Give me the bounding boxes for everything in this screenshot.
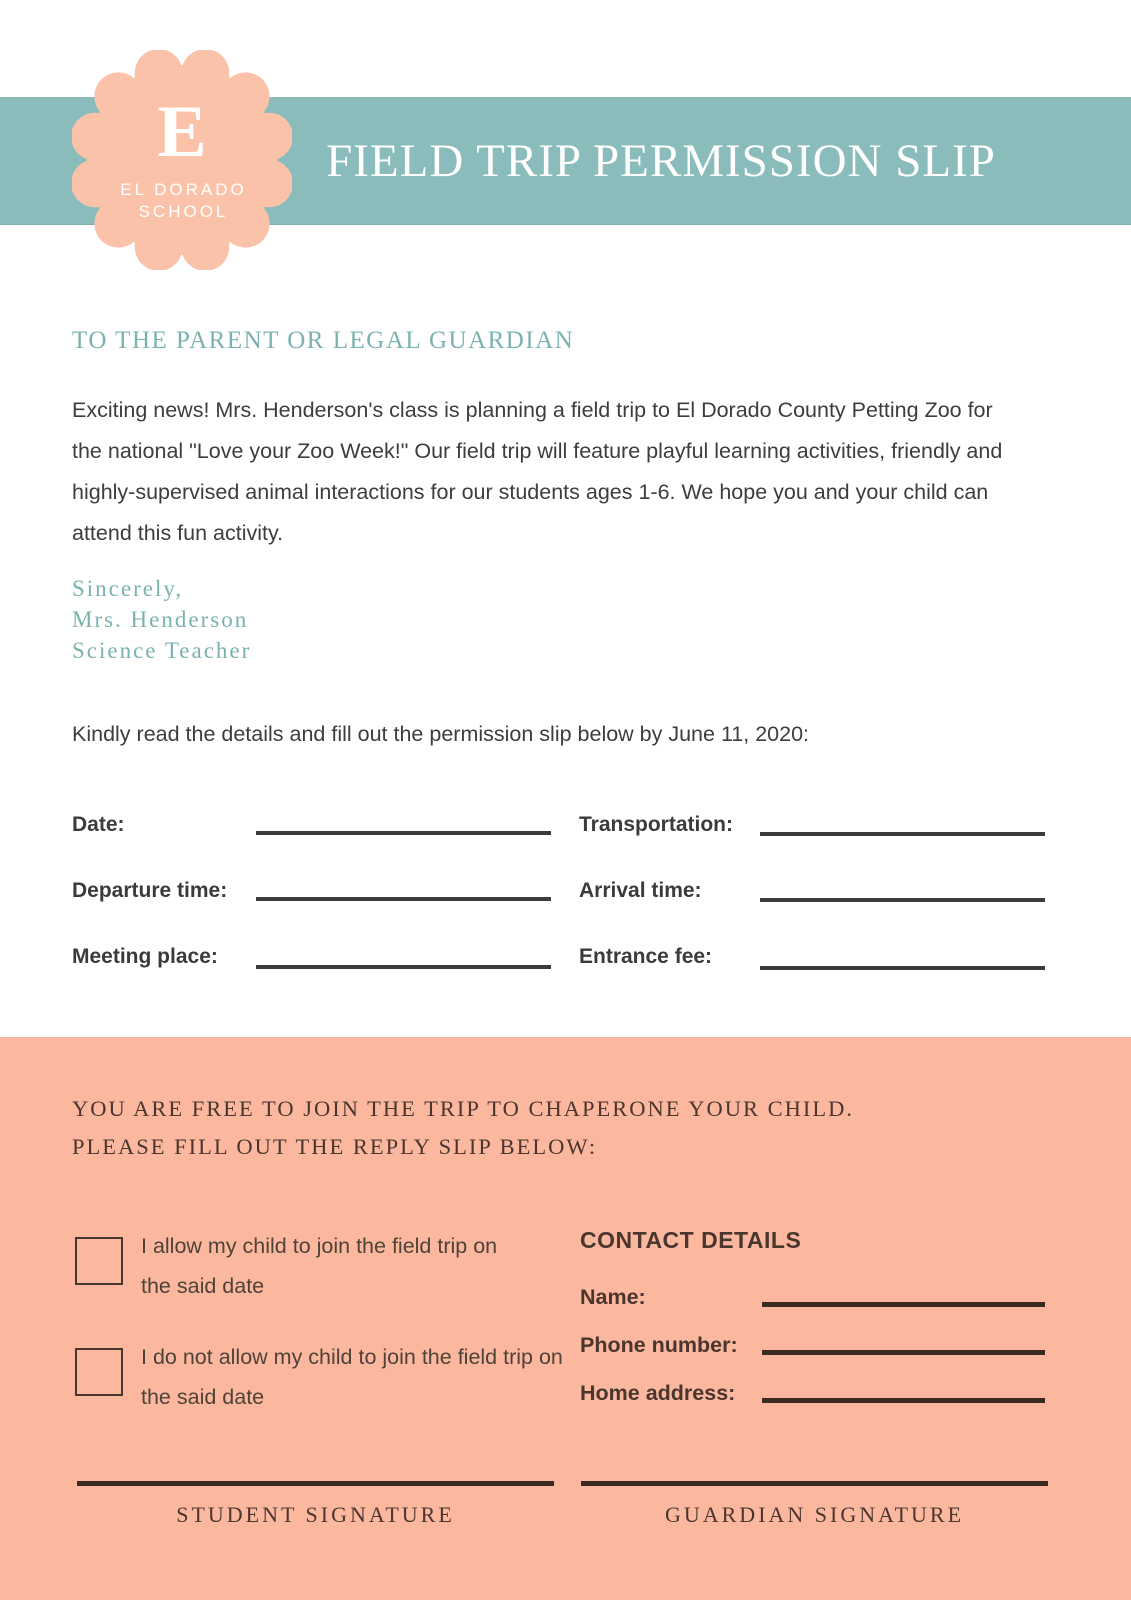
transportation-blank-line[interactable] xyxy=(760,832,1045,836)
reply-heading-line1: YOU ARE FREE TO JOIN THE TRIP TO CHAPERONE YOUR CHILD. xyxy=(72,1096,855,1121)
home-address-blank-line[interactable] xyxy=(762,1398,1045,1403)
letter-closing-block xyxy=(72,573,251,666)
signer-name: Mrs. Henderson xyxy=(72,607,249,632)
not-allow-checkbox-label: I do not allow my child to join the field trip on the said date xyxy=(141,1345,563,1409)
contact-details-heading: CONTACT DETAILS xyxy=(580,1227,802,1253)
phone-number-label: Phone number: xyxy=(580,1333,738,1357)
school-name-line2: SCHOOL xyxy=(138,202,229,221)
name-label: Name: xyxy=(580,1285,646,1309)
reply-heading-line2: PLEASE FILL OUT THE REPLY SLIP BELOW: xyxy=(72,1134,598,1159)
name-blank-line[interactable] xyxy=(762,1302,1045,1307)
allow-checkbox-label: I allow my child to join the field trip on the said date xyxy=(141,1234,498,1298)
not-allow-checkbox[interactable] xyxy=(75,1348,123,1396)
salutation-heading: TO THE PARENT OR LEGAL GUARDIAN xyxy=(72,327,575,354)
letter-body: Exciting news! Mrs. Henderson's class is planning a field trip to El Dorado County Petting Zoo for the national "Love your Zoo Week!" Our field trip will feature playful learning activities, friendly and highly-supervised animal interactions for our students ages 1-6. We hope you and your child can attend this fun activity. xyxy=(72,398,1003,545)
guardian-signature-line[interactable] xyxy=(581,1481,1048,1486)
arrival-time-blank-line[interactable] xyxy=(760,898,1045,902)
home-address-label: Home address: xyxy=(580,1381,736,1405)
phone-number-blank-line[interactable] xyxy=(762,1350,1045,1355)
arrival-time-label: Arrival time: xyxy=(579,879,702,902)
page-title: FIELD TRIP PERMISSION SLIP xyxy=(326,134,996,187)
departure-time-label: Departure time: xyxy=(72,879,228,902)
transportation-label: Transportation: xyxy=(579,813,734,836)
date-blank-line[interactable] xyxy=(256,831,551,835)
entrance-fee-label: Entrance fee: xyxy=(579,945,713,968)
meeting-place-label: Meeting place: xyxy=(72,945,218,968)
meeting-place-blank-line[interactable] xyxy=(256,965,551,969)
fill-out-instruction: Kindly read the details and fill out the permission slip below by June 11, 2020: xyxy=(72,722,810,746)
departure-time-blank-line[interactable] xyxy=(256,897,551,901)
school-logo-badge xyxy=(72,50,292,270)
school-monogram: E xyxy=(157,91,207,173)
signer-role: Science Teacher xyxy=(72,638,252,663)
entrance-fee-blank-line[interactable] xyxy=(760,966,1045,970)
student-signature-line[interactable] xyxy=(77,1481,554,1486)
closing-text: Sincerely, xyxy=(72,576,184,601)
date-label: Date: xyxy=(72,813,125,836)
guardian-signature-label: GUARDIAN SIGNATURE xyxy=(664,1502,965,1527)
school-name-line1: EL DORADO xyxy=(120,180,247,199)
student-signature-label: STUDENT SIGNATURE xyxy=(176,1502,455,1527)
allow-checkbox[interactable] xyxy=(75,1237,123,1285)
